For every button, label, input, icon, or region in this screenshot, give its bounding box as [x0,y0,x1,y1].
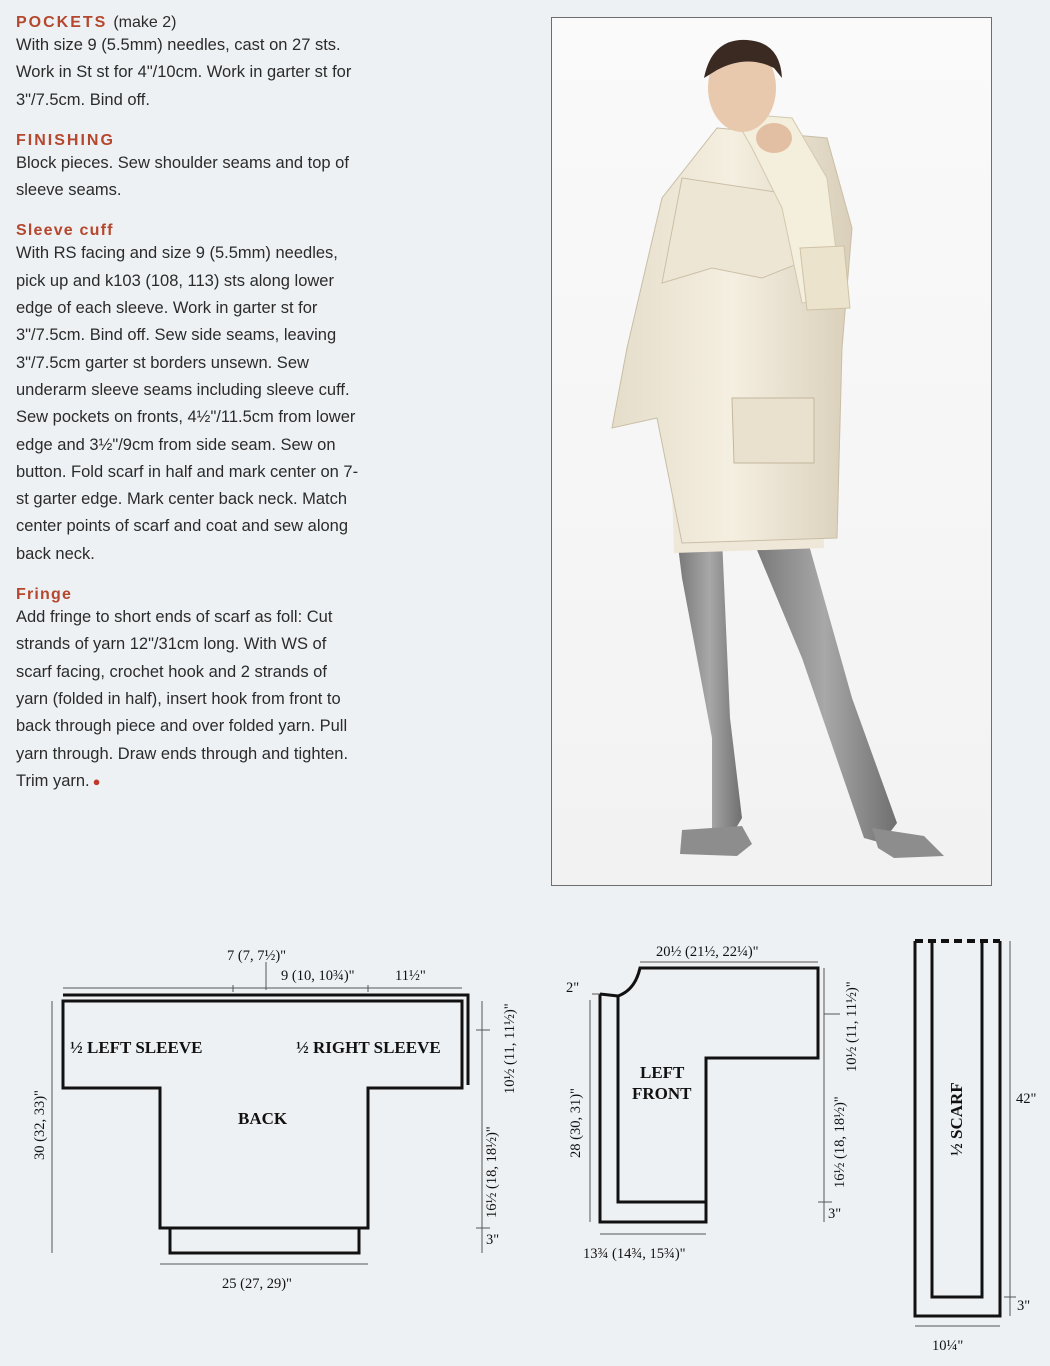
scarf-dim-width: 10¼" [932,1338,964,1354]
scarf-schematic [915,941,1037,1354]
front-label-line2: FRONT [632,1084,692,1103]
finishing-heading: FINISHING [16,131,115,149]
back-dim-shoulder: 7 (7, 7½)" [227,948,287,964]
front-outer-edge [600,994,706,1222]
back-border [170,1228,359,1253]
fringe-text: Add fringe to short ends of scarf as foll: Cut strands of yarn 12"/31cm long. With WS of scarf facing, crochet hook and 2 strands of yarn (folded in half), insert hook from front to back through piece and over folded yarn. Pull yarn through. Draw ends through and tighten. Trim yarn. [16,608,349,790]
pockets-heading: POCKETS (make 2) [16,14,177,31]
front-dim-sleeve-depth: 10½ (11, 11½)" [844,981,860,1072]
front-label-line1: LEFT [640,1063,685,1082]
back-dim-total-length: 30 (32, 33)" [32,1090,48,1160]
front-dim-border: 3" [828,1206,842,1222]
scarf-label: ½ SCARF [947,1082,966,1156]
front-schematic [566,944,860,1262]
back-dim-width: 25 (27, 29)" [222,1276,292,1292]
back-dim-body-length: 16½ (18, 18½)" [484,1126,500,1218]
pockets-text: With size 9 (5.5mm) needles, cast on 27 sts. Work in St st for 4"/10cm. Work in garter st for 3"/7.5cm. Bind off. [16,36,352,109]
pockets-note: (make 2) [113,14,177,31]
front-dim-width: 13¾ (14¾, 15¾)" [583,1246,686,1262]
back-dim-sleeve-top: 11½" [395,968,426,984]
front-dim-top: 20½ (21½, 22¼)" [656,944,759,960]
back-schematic [32,948,518,1292]
sleeve-cuff-heading: Sleeve cuff [16,222,114,240]
fringe-heading: Fringe [16,586,73,604]
back-dim-border: 3" [486,1232,500,1248]
left-sleeve-label: ½ LEFT SLEEVE [70,1038,203,1057]
front-dim-length: 28 (30, 31)" [568,1088,584,1158]
front-dim-body-length: 16½ (18, 18½)" [832,1096,848,1188]
back-dim-sleeve-depth: 10½ (11, 11½)" [502,1003,518,1094]
back-dim-neck: 9 (10, 10¾)" [281,968,355,984]
scarf-dim-border: 3" [1017,1298,1031,1314]
back-label: BACK [238,1109,288,1128]
scarf-dim-length: 42" [1016,1091,1037,1107]
front-dim-neck-drop: 2" [566,980,580,996]
end-mark-icon: ● [92,773,101,789]
sleeve-cuff-text: With RS facing and size 9 (5.5mm) needles, pick up and k103 (108, 113) sts along lower edge of each sleeve. Work in garter st for 3"/7.5cm. Bind off. Sew side seams, leaving 3"/7.5cm garter st borders unsewn. Sew underarm sleeve seams including sleeve cuff. Sew pockets on fronts, 4½"/11.5cm from lower edge and 3½"/9cm from side seam. Sew on button. Fold scarf in half and mark center on 7-st garter edge. Mark center back neck. Match center points of scarf and coat and sew along back neck. [16,244,359,563]
front-neck-join [600,994,618,996]
finishing-text: Block pieces. Sew shoulder seams and top of sleeve seams. [16,153,349,200]
right-sleeve-label: ½ RIGHT SLEEVE [296,1038,441,1057]
